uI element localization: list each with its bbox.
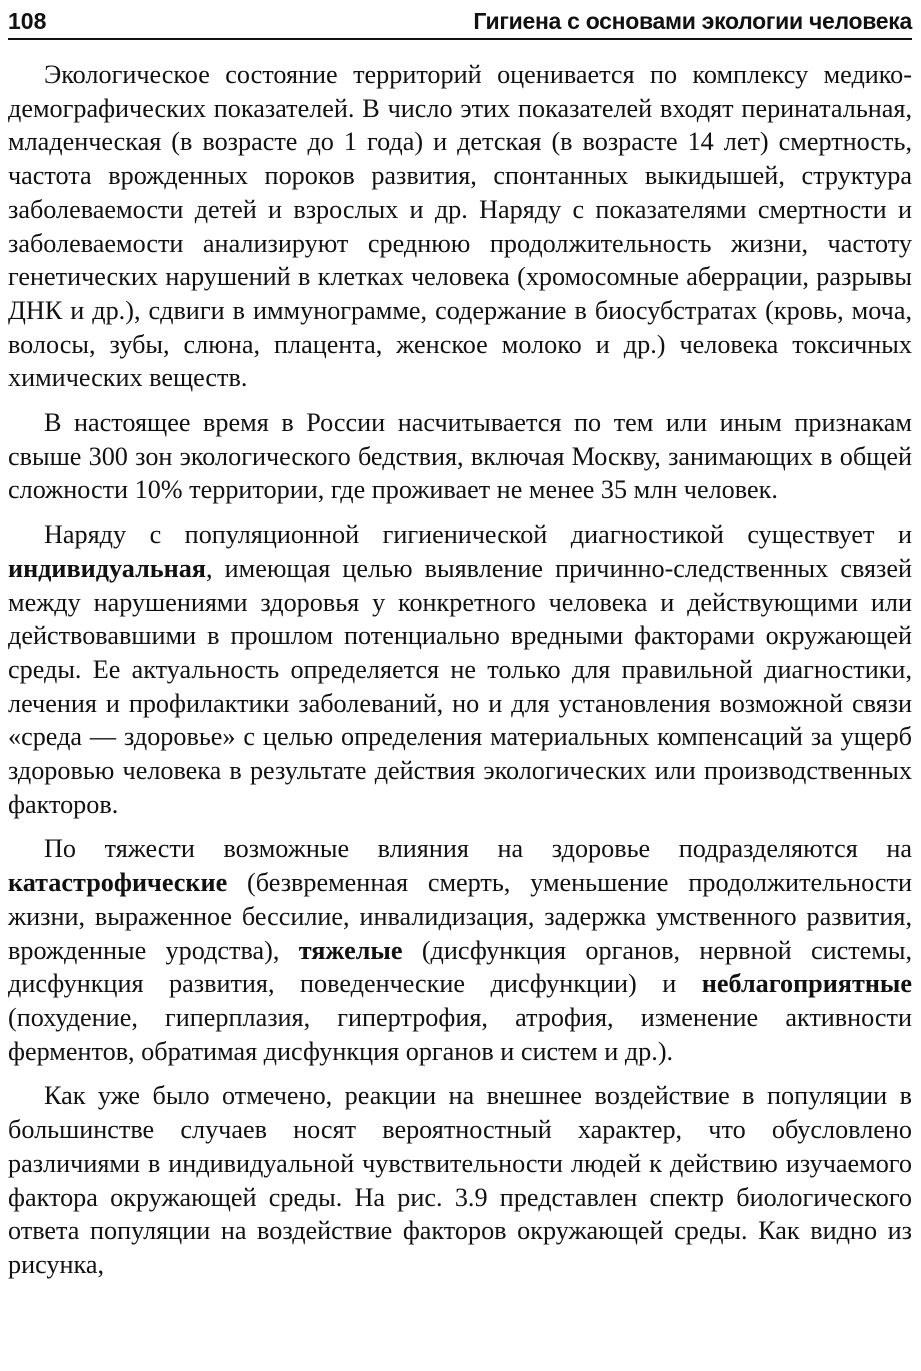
bold-term-catastrophic: катастрофические [8, 868, 228, 898]
paragraph-population-response: Как уже было отмечено, реакции на внешнее воздействие в популяции в большинстве случаев носят вероятностный характер, что обусловлено различиями в индивидуальной чувствительности людей к действию изучаемого фактора окружающей среды. На рис. 3.9 представлен спектр биологического ответа популяции на воздействие факторов окружающей среды. Как видно из рисунка, [8, 1081, 912, 1279]
bold-term-individual: индивидуальная [8, 553, 206, 583]
paragraph-individual-diagnostics [8, 518, 912, 821]
paragraph-disaster-zones: В настоящее время в России насчитывается по тем или иным признакам свыше 300 зон экологического бедствия, включая Москву, занимающих в общей сложности 10% территории, где проживает не менее 35 млн человек. [8, 408, 912, 505]
text-segment: (похудение, гиперплазия, гипертрофия, атрофия, изменение активности ферментов, обратимая дисфункция органов и систем и др.). [8, 1002, 912, 1066]
page-number: 108 [8, 8, 47, 34]
paragraph-ecological-state: Экологическое состояние территорий оценивается по комплексу медико-демографических показателей. В число этих показателей входят перинатальная, младенческая (в возрасте до 1 года) и детская (в возрасте 14 лет) смертность, частота врожденных пороков развития, спонтанных выкидышей, структура заболеваемости детей и взрослых и др. Наряду с показателями смертности и заболеваемости анализируют среднюю продолжительность жизни, частоту генетических нарушений в клетках человека (хромосомные аберрации, разрывы ДНК и др.), сдвиги в иммунограмме, содержание в биосубстратах (кровь, моча, волосы, зубы, слюна, плацента, женское молоко и др.) человека токсичных химических веществ. [8, 60, 912, 393]
running-header [8, 4, 912, 40]
running-title: Гигиена с основами экологии человека [473, 8, 912, 34]
body-text [8, 58, 912, 1293]
text-segment: По тяжести возможные влияния на здоровье подразделяются на [44, 834, 912, 864]
bold-term-adverse: неблагоприятные [701, 969, 912, 999]
text-segment: (дисфункция органов, нервной системы, дисфункция развития, поведенческие дисфункции) и [8, 935, 912, 999]
paragraph-severity [8, 832, 912, 1068]
bold-term-severe: тяжелые [298, 935, 403, 965]
text-segment: , имеющая целью выявление причинно-следственных связей между нарушениями здоровья у конкретного человека и действующими или действовавшими в прошлом потенциально вредными факторами окружающей среды. Ее актуальность определяется не только для правильной диагностики, лечения и профилактики заболеваний, но и для установления возможной связи «среда — здоровье» с целью определения материальных компенсаций за ущерб здоровью человека в результате действия экологических или производственных факторов. [8, 553, 912, 819]
text-segment: Наряду с популяционной гигиенической диагностикой существует и [44, 520, 912, 550]
text-segment: (безвременная смерть, уменьшение продолжительности жизни, выраженное бессилие, инвалидизация, задержка умственного развития, врожденные уродства), [8, 868, 912, 965]
